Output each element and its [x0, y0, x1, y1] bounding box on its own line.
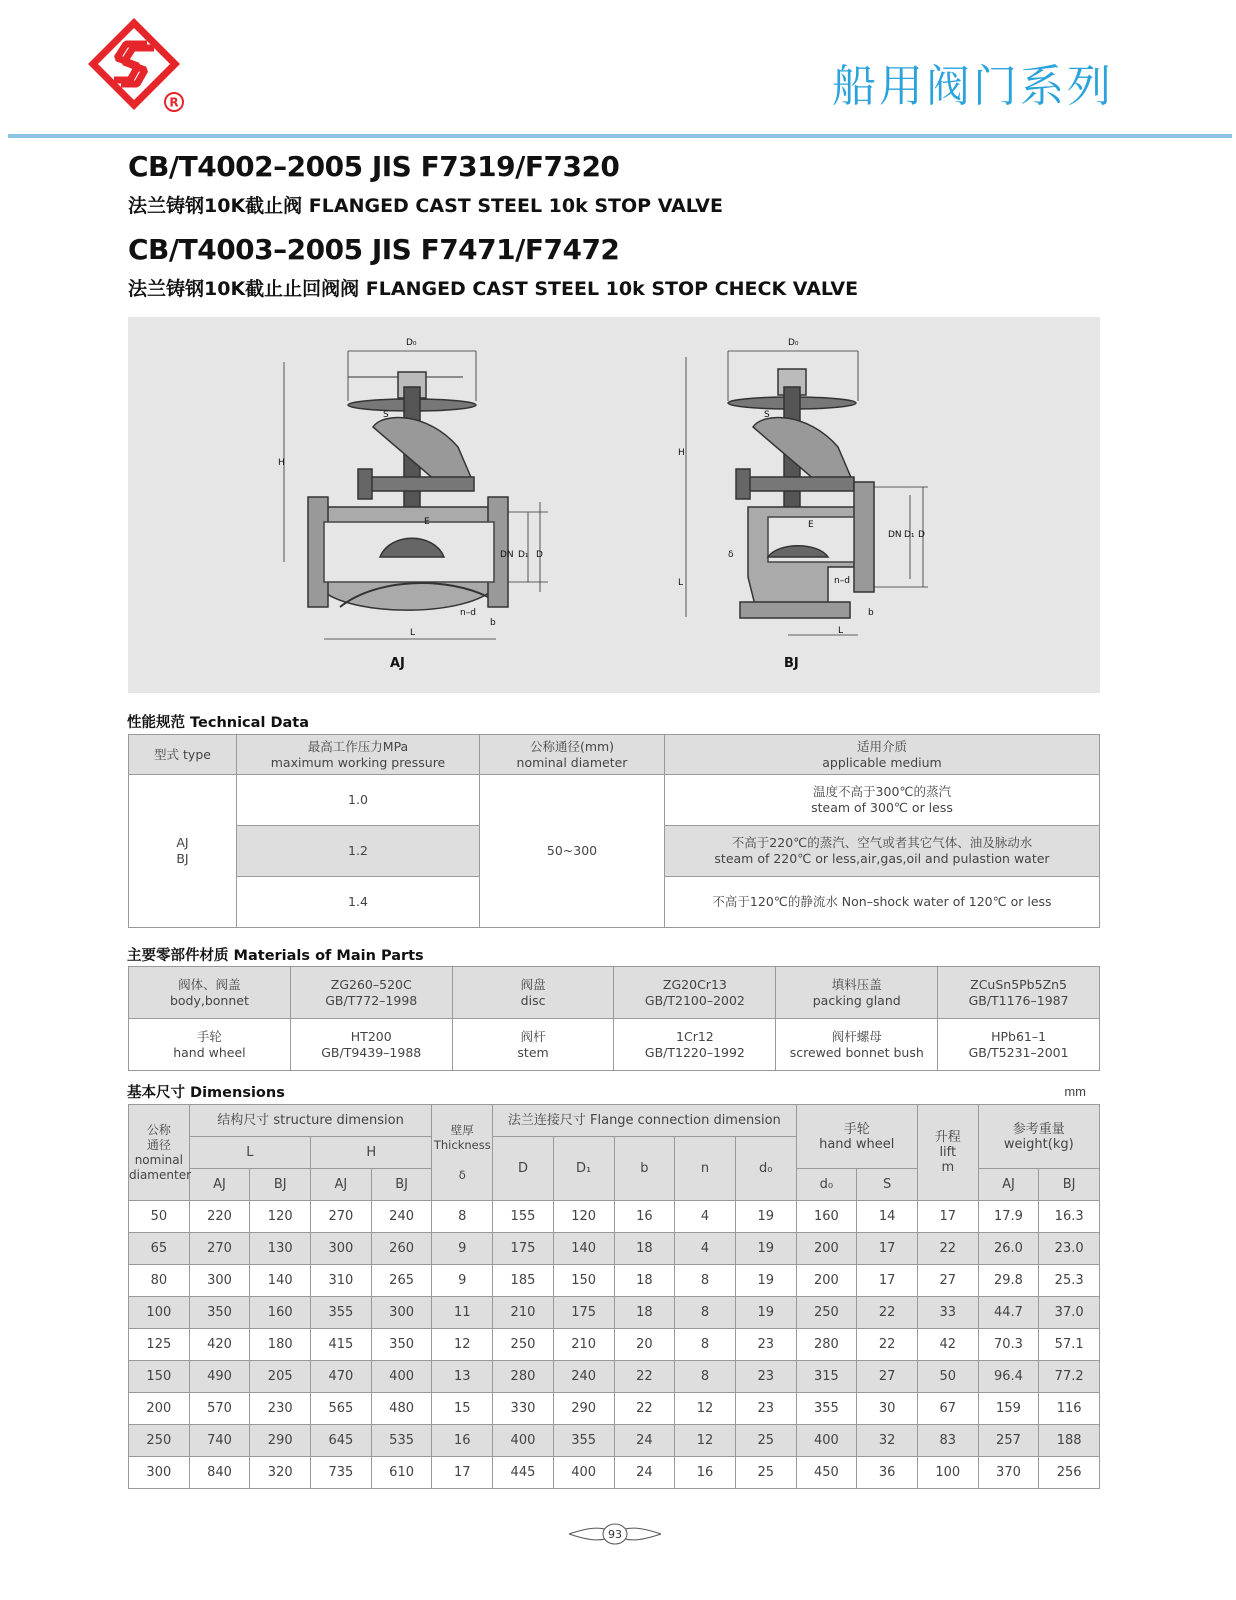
dimension-cell: 200	[796, 1265, 857, 1297]
dimension-cell: 16	[675, 1457, 736, 1489]
label-dn-aj: DN	[500, 550, 514, 560]
dimension-cell: 315	[796, 1361, 857, 1393]
technical-data-heading: 性能规范 Technical Data	[127, 715, 309, 731]
dimension-cell: 450	[796, 1457, 857, 1489]
dimension-cell: 370	[978, 1457, 1039, 1489]
label-s-aj: S	[383, 410, 389, 420]
dimension-cell: 96.4	[978, 1361, 1039, 1393]
dimension-cell: 70.3	[978, 1329, 1039, 1361]
label-l-bj: L	[838, 626, 844, 636]
dimension-cell: 125	[129, 1329, 190, 1361]
dimension-cell: 320	[250, 1457, 311, 1489]
dimension-cell: 67	[917, 1393, 978, 1425]
dimension-cell: 24	[614, 1425, 675, 1457]
dimension-cell: 188	[1039, 1425, 1100, 1457]
label-d-aj: D	[536, 550, 543, 560]
dimension-cell: 175	[493, 1233, 554, 1265]
dimension-row	[129, 1297, 1100, 1329]
dimension-cell: 22	[614, 1361, 675, 1393]
dimension-cell: 200	[796, 1233, 857, 1265]
dimensions-heading: 基本尺寸 Dimensions	[127, 1085, 285, 1101]
dimension-row	[129, 1361, 1100, 1393]
dim-col-wheel: 手轮 hand wheel	[796, 1105, 917, 1169]
dimension-cell: 300	[371, 1297, 432, 1329]
dimension-cell: 17	[857, 1233, 918, 1265]
dimension-cell: 265	[371, 1265, 432, 1297]
dimension-cell: 300	[129, 1457, 190, 1489]
dimension-cell: 26.0	[978, 1233, 1039, 1265]
label-dn-bj: DN	[888, 530, 902, 540]
label-b-aj: b	[490, 618, 496, 628]
material-cell: 填料压盖 packing gland	[776, 967, 938, 1019]
dimension-cell: 36	[857, 1457, 918, 1489]
dimension-cell: 8	[675, 1329, 736, 1361]
dim-col-l: L	[189, 1137, 310, 1169]
label-d0-bj: D₀	[788, 338, 799, 348]
label-h-bj: H	[678, 448, 685, 458]
label-d0-aj: D₀	[406, 338, 417, 348]
dimension-cell: 18	[614, 1233, 675, 1265]
dimension-cell: 12	[675, 1393, 736, 1425]
standard-subtitle-2: 法兰铸钢10K截止止回阀阀 FLANGED CAST STEEL 10k STOP CHECK VALVE	[128, 278, 859, 300]
standard-title-2: CB/T4003–2005 JIS F7471/F7472	[128, 233, 620, 266]
dimension-cell: 200	[129, 1393, 190, 1425]
dimensions-table	[128, 1104, 1100, 1489]
dim-col-d: D	[493, 1137, 554, 1201]
dimension-cell: 120	[553, 1201, 614, 1233]
dimension-cell: 22	[857, 1329, 918, 1361]
dim-col-wheel-d0: d₀	[796, 1169, 857, 1201]
dimension-cell: 120	[250, 1201, 311, 1233]
tech-col-medium: 适用介质 applicable medium	[665, 735, 1100, 775]
dim-col-d1: D₁	[553, 1137, 614, 1201]
dimension-cell: 12	[675, 1425, 736, 1457]
bj-valve-drawing	[686, 351, 928, 635]
dim-col-flange: 法兰连接尺寸 Flange connection dimension	[493, 1105, 796, 1137]
dimension-row	[129, 1233, 1100, 1265]
dimension-cell: 8	[675, 1297, 736, 1329]
tech-type-cell: AJ BJ	[129, 775, 237, 928]
dimension-cell: 645	[311, 1425, 372, 1457]
dimension-cell: 250	[129, 1425, 190, 1457]
dimension-cell: 175	[553, 1297, 614, 1329]
tech-pressure-cell: 1.0	[237, 775, 480, 826]
page-number: 93	[608, 1528, 622, 1541]
dimension-cell: 355	[553, 1425, 614, 1457]
material-cell: ZG260–520C GB/T772–1998	[290, 967, 452, 1019]
dimension-cell: 490	[189, 1361, 250, 1393]
tech-medium-cell: 不高于220℃的蒸汽、空气或者其它气体、油及脉动水 steam of 220℃ or less,air,gas,oil and pulastion water	[665, 826, 1100, 877]
tech-pressure-cell: 1.4	[237, 877, 480, 928]
label-nd-aj: n–d	[460, 608, 476, 618]
dimension-cell: 205	[250, 1361, 311, 1393]
dimension-cell: 22	[917, 1233, 978, 1265]
dimension-cell: 20	[614, 1329, 675, 1361]
dimension-cell: 116	[1039, 1393, 1100, 1425]
dimension-cell: 22	[857, 1297, 918, 1329]
dimension-cell: 100	[917, 1457, 978, 1489]
material-cell: 阀体、阀盖 body,bonnet	[129, 967, 291, 1019]
materials-table	[128, 966, 1100, 1071]
dimension-cell: 17	[432, 1457, 493, 1489]
page-number-badge	[567, 1522, 663, 1546]
dimension-row	[129, 1425, 1100, 1457]
dimension-cell: 25	[735, 1457, 796, 1489]
dimension-cell: 230	[250, 1393, 311, 1425]
label-h-aj: H	[278, 458, 285, 468]
dimension-cell: 23	[735, 1393, 796, 1425]
material-cell: 阀盘 disc	[452, 967, 614, 1019]
dimension-cell: 32	[857, 1425, 918, 1457]
dimension-cell: 420	[189, 1329, 250, 1361]
dimension-cell: 535	[371, 1425, 432, 1457]
material-cell: 阀杆 stem	[452, 1019, 614, 1071]
dimension-cell: 23.0	[1039, 1233, 1100, 1265]
label-nd-bj: n–d	[834, 576, 850, 586]
dimension-cell: 9	[432, 1233, 493, 1265]
dim-col-h-aj: AJ	[311, 1169, 372, 1201]
caption-aj: AJ	[390, 656, 405, 671]
dimension-cell: 22	[614, 1393, 675, 1425]
dimension-cell: 210	[493, 1297, 554, 1329]
dim-col-weight: 参考重量 weight(kg)	[978, 1105, 1099, 1169]
dim-col-h: H	[311, 1137, 432, 1169]
label-d1-bj: D₁	[904, 530, 915, 540]
dimension-cell: 83	[917, 1425, 978, 1457]
dimension-cell: 480	[371, 1393, 432, 1425]
dimension-cell: 270	[189, 1233, 250, 1265]
dimension-row	[129, 1457, 1100, 1489]
dimension-cell: 24	[614, 1457, 675, 1489]
dimension-cell: 290	[553, 1393, 614, 1425]
dimension-cell: 735	[311, 1457, 372, 1489]
materials-heading: 主要零部件材质 Materials of Main Parts	[127, 948, 424, 964]
dimension-cell: 19	[735, 1297, 796, 1329]
label-e-aj: E	[424, 517, 430, 527]
dimension-cell: 16	[432, 1425, 493, 1457]
dimension-cell: 27	[857, 1361, 918, 1393]
dimension-cell: 150	[129, 1361, 190, 1393]
tech-col-diameter: 公称通径(mm) nominal diameter	[480, 735, 665, 775]
dimension-cell: 260	[371, 1233, 432, 1265]
dimension-cell: 50	[129, 1201, 190, 1233]
dim-col-wheel-s: S	[857, 1169, 918, 1201]
standard-title-1: CB/T4002–2005 JIS F7319/F7320	[128, 150, 620, 183]
valve-drawing-panel	[128, 317, 1100, 693]
dimension-cell: 18	[614, 1297, 675, 1329]
dim-col-weight-bj: BJ	[1039, 1169, 1100, 1201]
dimension-cell: 18	[614, 1265, 675, 1297]
dimension-row	[129, 1201, 1100, 1233]
label-l-side-bj: L	[678, 578, 684, 588]
label-b-bj: b	[868, 608, 874, 618]
dimension-cell: 19	[735, 1233, 796, 1265]
dimension-cell: 15	[432, 1393, 493, 1425]
dimension-cell: 12	[432, 1329, 493, 1361]
dimension-row	[129, 1393, 1100, 1425]
dimension-cell: 19	[735, 1265, 796, 1297]
series-title: 船用阀门系列	[832, 61, 1114, 112]
dimension-cell: 257	[978, 1425, 1039, 1457]
dimension-cell: 13	[432, 1361, 493, 1393]
dimension-cell: 9	[432, 1265, 493, 1297]
dimension-cell: 610	[371, 1457, 432, 1489]
dimension-cell: 130	[250, 1233, 311, 1265]
material-cell: HPb61–1 GB/T5231–2001	[938, 1019, 1100, 1071]
dimension-cell: 565	[311, 1393, 372, 1425]
tech-col-pressure: 最高工作压力MPa maximum working pressure	[237, 735, 480, 775]
dimension-cell: 50	[917, 1361, 978, 1393]
dimension-cell: 65	[129, 1233, 190, 1265]
dimension-cell: 280	[493, 1361, 554, 1393]
dimension-cell: 29.8	[978, 1265, 1039, 1297]
standard-subtitle-1: 法兰铸钢10K截止阀 FLANGED CAST STEEL 10k STOP VALVE	[128, 195, 723, 217]
dimension-cell: 140	[250, 1265, 311, 1297]
dimension-cell: 330	[493, 1393, 554, 1425]
dim-col-l-bj: BJ	[250, 1169, 311, 1201]
dimension-cell: 270	[311, 1201, 372, 1233]
material-cell: 手轮 hand wheel	[129, 1019, 291, 1071]
dimension-cell: 155	[493, 1201, 554, 1233]
dimension-cell: 240	[553, 1361, 614, 1393]
dimension-cell: 80	[129, 1265, 190, 1297]
dim-col-lift: 升程 lift m	[917, 1105, 978, 1201]
dimension-cell: 77.2	[1039, 1361, 1100, 1393]
dimension-cell: 25.3	[1039, 1265, 1100, 1297]
dim-col-b: b	[614, 1137, 675, 1201]
dim-col-structure: 结构尺寸 structure dimension	[189, 1105, 432, 1137]
dimension-cell: 33	[917, 1297, 978, 1329]
dimension-cell: 14	[857, 1201, 918, 1233]
label-l-aj: L	[410, 628, 416, 638]
tech-col-type: 型式 type	[129, 735, 237, 775]
dimension-row	[129, 1265, 1100, 1297]
dimension-cell: 400	[796, 1425, 857, 1457]
dimension-cell: 400	[553, 1457, 614, 1489]
dim-col-thickness: 壁厚 Thickness δ	[432, 1105, 493, 1201]
dimension-cell: 400	[371, 1361, 432, 1393]
dimension-cell: 159	[978, 1393, 1039, 1425]
tech-medium-cell: 温度不高于300℃的蒸汽 steam of 300℃ or less	[665, 775, 1100, 826]
dim-col-nominal: 公称 通径 nominal diamenter	[129, 1105, 190, 1201]
dimension-cell: 8	[675, 1361, 736, 1393]
dimension-cell: 37.0	[1039, 1297, 1100, 1329]
material-cell: ZG20Cr13 GB/T2100–2002	[614, 967, 776, 1019]
tech-medium-cell: 不高于120℃的静流水 Non–shock water of 120℃ or less	[665, 877, 1100, 928]
dim-col-l-aj: AJ	[189, 1169, 250, 1201]
dimension-cell: 160	[250, 1297, 311, 1329]
dimension-cell: 180	[250, 1329, 311, 1361]
dim-col-d0: d₀	[735, 1137, 796, 1201]
dimension-cell: 19	[735, 1201, 796, 1233]
header-divider	[8, 134, 1232, 138]
dimension-cell: 445	[493, 1457, 554, 1489]
dimension-cell: 4	[675, 1233, 736, 1265]
dimension-cell: 23	[735, 1329, 796, 1361]
dimension-cell: 185	[493, 1265, 554, 1297]
dimension-cell: 220	[189, 1201, 250, 1233]
material-cell: HT200 GB/T9439–1988	[290, 1019, 452, 1071]
dimension-cell: 16	[614, 1201, 675, 1233]
label-d-bj: D	[918, 530, 925, 540]
dimension-cell: 17	[857, 1265, 918, 1297]
dimension-cell: 355	[796, 1393, 857, 1425]
svg-text:R: R	[169, 95, 179, 110]
aj-valve-drawing	[284, 351, 548, 639]
dimension-cell: 11	[432, 1297, 493, 1329]
dimension-cell: 300	[311, 1233, 372, 1265]
dimension-row	[129, 1329, 1100, 1361]
valve-drawings	[128, 317, 1100, 693]
dimension-cell: 16.3	[1039, 1201, 1100, 1233]
dimension-cell: 400	[493, 1425, 554, 1457]
dimension-cell: 350	[371, 1329, 432, 1361]
dimensions-body	[129, 1201, 1100, 1489]
label-e-bj: E	[808, 520, 814, 530]
dimension-cell: 415	[311, 1329, 372, 1361]
dimension-cell: 17.9	[978, 1201, 1039, 1233]
material-cell: 1Cr12 GB/T1220–1992	[614, 1019, 776, 1071]
dimension-cell: 44.7	[978, 1297, 1039, 1329]
dimension-cell: 290	[250, 1425, 311, 1457]
dimension-cell: 4	[675, 1201, 736, 1233]
caption-bj: BJ	[784, 656, 799, 671]
company-logo	[84, 14, 190, 114]
dimension-cell: 8	[675, 1265, 736, 1297]
dimension-cell: 150	[553, 1265, 614, 1297]
dimension-cell: 8	[432, 1201, 493, 1233]
dimension-cell: 256	[1039, 1457, 1100, 1489]
dimension-cell: 355	[311, 1297, 372, 1329]
dimension-cell: 570	[189, 1393, 250, 1425]
technical-data-table	[128, 734, 1100, 928]
dimension-cell: 140	[553, 1233, 614, 1265]
dimension-cell: 42	[917, 1329, 978, 1361]
dimension-cell: 740	[189, 1425, 250, 1457]
label-delta-bj: δ	[728, 550, 734, 560]
tech-diameter-cell: 50~300	[480, 775, 665, 928]
dim-col-weight-aj: AJ	[978, 1169, 1039, 1201]
label-d1-aj: D₁	[518, 550, 529, 560]
dim-col-h-bj: BJ	[371, 1169, 432, 1201]
dimensions-unit: mm	[1064, 1084, 1086, 1099]
tech-pressure-cell: 1.2	[237, 826, 480, 877]
dimension-cell: 250	[796, 1297, 857, 1329]
dim-col-n: n	[675, 1137, 736, 1201]
material-cell: ZCuSn5Pb5Zn5 GB/T1176–1987	[938, 967, 1100, 1019]
dimension-cell: 280	[796, 1329, 857, 1361]
dimension-cell: 25	[735, 1425, 796, 1457]
dimension-cell: 100	[129, 1297, 190, 1329]
dimension-cell: 310	[311, 1265, 372, 1297]
dimension-cell: 240	[371, 1201, 432, 1233]
dimension-cell: 57.1	[1039, 1329, 1100, 1361]
dimension-cell: 350	[189, 1297, 250, 1329]
dimension-cell: 300	[189, 1265, 250, 1297]
material-cell: 阀杆螺母 screwed bonnet bush	[776, 1019, 938, 1071]
dimension-cell: 250	[493, 1329, 554, 1361]
dimension-cell: 17	[917, 1201, 978, 1233]
dimension-cell: 840	[189, 1457, 250, 1489]
dimension-cell: 160	[796, 1201, 857, 1233]
dimension-cell: 23	[735, 1361, 796, 1393]
label-s-bj: S	[764, 410, 770, 420]
dimension-cell: 210	[553, 1329, 614, 1361]
dimension-cell: 30	[857, 1393, 918, 1425]
dimension-cell: 27	[917, 1265, 978, 1297]
dimension-cell: 470	[311, 1361, 372, 1393]
